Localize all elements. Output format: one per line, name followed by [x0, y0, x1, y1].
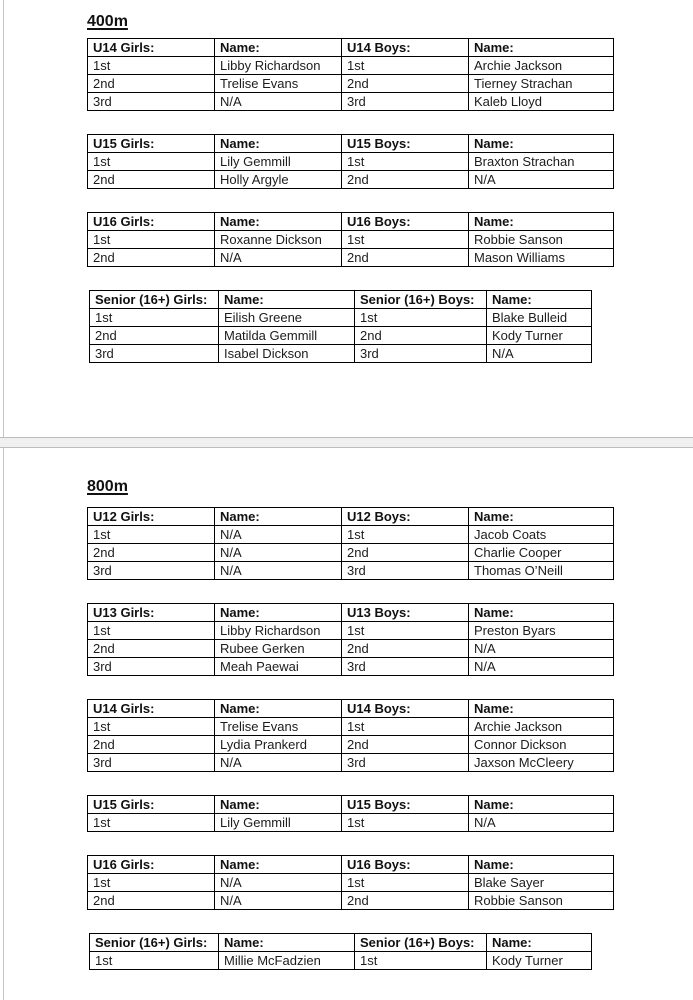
category-header: U12 Boys:	[342, 508, 469, 526]
name-cell: N/A	[469, 640, 614, 658]
position-cell: 1st	[88, 231, 215, 249]
name-cell: Robbie Sanson	[469, 231, 614, 249]
table-row	[88, 153, 614, 171]
table-row	[88, 57, 614, 75]
table-row	[88, 736, 614, 754]
name-cell: Jaxson McCleery	[469, 754, 614, 772]
name-header: Name:	[469, 213, 614, 231]
table-row	[90, 309, 592, 327]
results-tables-800m	[87, 507, 693, 970]
name-cell: N/A	[215, 93, 342, 111]
name-header: Name:	[469, 856, 614, 874]
name-cell: N/A	[215, 892, 342, 910]
category-header: Senior (16+) Girls:	[90, 934, 219, 952]
table-row	[88, 814, 614, 832]
name-cell: Kody Turner	[487, 327, 592, 345]
name-cell: Blake Bulleid	[487, 309, 592, 327]
name-header: Name:	[469, 508, 614, 526]
table-row	[88, 874, 614, 892]
position-cell: 3rd	[342, 93, 469, 111]
category-header: U14 Girls:	[88, 700, 215, 718]
name-header: Name:	[487, 934, 592, 952]
position-cell: 2nd	[88, 75, 215, 93]
position-cell: 2nd	[90, 327, 219, 345]
category-header: U16 Girls:	[88, 856, 215, 874]
results-table-400m-u16	[87, 212, 614, 267]
name-cell: Archie Jackson	[469, 718, 614, 736]
name-header: Name:	[469, 604, 614, 622]
results-table-400m-u15	[87, 134, 614, 189]
header-row	[88, 135, 614, 153]
category-header: U14 Boys:	[342, 39, 469, 57]
position-cell: 2nd	[88, 892, 215, 910]
name-cell: Trelise Evans	[215, 718, 342, 736]
category-header: Senior (16+) Boys:	[355, 934, 487, 952]
page-2-content	[4, 448, 693, 970]
name-cell: Kody Turner	[487, 952, 592, 970]
name-cell: N/A	[469, 658, 614, 676]
page-1-content	[4, 0, 693, 363]
table-row	[88, 231, 614, 249]
header-row	[88, 213, 614, 231]
name-cell: Meah Paewai	[215, 658, 342, 676]
name-header: Name:	[215, 213, 342, 231]
name-cell: Libby Richardson	[215, 57, 342, 75]
category-header: U15 Boys:	[342, 135, 469, 153]
position-cell: 3rd	[355, 345, 487, 363]
results-table-800m-u12	[87, 507, 614, 580]
position-cell: 1st	[342, 622, 469, 640]
name-cell: Rubee Gerken	[215, 640, 342, 658]
name-cell: Lily Gemmill	[215, 153, 342, 171]
name-cell: N/A	[215, 754, 342, 772]
name-cell: N/A	[469, 171, 614, 189]
name-header: Name:	[487, 291, 592, 309]
table-row	[88, 93, 614, 111]
table-row	[88, 526, 614, 544]
results-table-400m-senior	[89, 290, 592, 363]
name-cell: Tierney Strachan	[469, 75, 614, 93]
position-cell: 1st	[88, 718, 215, 736]
position-cell: 3rd	[88, 562, 215, 580]
header-row	[90, 934, 592, 952]
position-cell: 2nd	[88, 640, 215, 658]
position-cell: 2nd	[88, 249, 215, 267]
document-page-2	[3, 448, 693, 1000]
position-cell: 3rd	[88, 93, 215, 111]
name-cell: N/A	[469, 814, 614, 832]
results-table-400m-u14	[87, 38, 614, 111]
position-cell: 3rd	[342, 658, 469, 676]
document-page-1	[3, 0, 693, 437]
position-cell: 2nd	[342, 544, 469, 562]
name-cell: Charlie Cooper	[469, 544, 614, 562]
category-header: U16 Boys:	[342, 856, 469, 874]
name-cell: Eilish Greene	[219, 309, 355, 327]
category-header: U14 Boys:	[342, 700, 469, 718]
position-cell: 1st	[342, 57, 469, 75]
name-cell: Connor Dickson	[469, 736, 614, 754]
position-cell: 1st	[342, 231, 469, 249]
name-header: Name:	[219, 934, 355, 952]
name-cell: N/A	[215, 526, 342, 544]
position-cell: 1st	[88, 57, 215, 75]
name-header: Name:	[215, 856, 342, 874]
name-header: Name:	[215, 39, 342, 57]
position-cell: 1st	[90, 952, 219, 970]
race-heading-400m: 400m	[87, 13, 128, 30]
position-cell: 2nd	[88, 171, 215, 189]
table-row	[88, 754, 614, 772]
results-table-800m-u15	[87, 795, 614, 832]
table-row	[88, 171, 614, 189]
table-row	[88, 718, 614, 736]
results-tables-400m	[87, 38, 693, 363]
header-row	[88, 856, 614, 874]
page-break-divider	[0, 437, 693, 448]
position-cell: 1st	[342, 814, 469, 832]
category-header: U15 Girls:	[88, 135, 215, 153]
name-header: Name:	[219, 291, 355, 309]
name-header: Name:	[215, 700, 342, 718]
results-table-800m-u16	[87, 855, 614, 910]
position-cell: 1st	[88, 874, 215, 892]
category-header: Senior (16+) Boys:	[355, 291, 487, 309]
position-cell: 2nd	[88, 544, 215, 562]
position-cell: 1st	[88, 153, 215, 171]
results-table-800m-u14	[87, 699, 614, 772]
category-header: U15 Boys:	[342, 796, 469, 814]
race-heading-800m: 800m	[87, 478, 128, 495]
name-header: Name:	[215, 796, 342, 814]
results-table-800m-senior	[89, 933, 592, 970]
position-cell: 1st	[355, 309, 487, 327]
table-row	[90, 327, 592, 345]
category-header: U12 Girls:	[88, 508, 215, 526]
header-row	[88, 604, 614, 622]
position-cell: 2nd	[342, 75, 469, 93]
name-header: Name:	[215, 508, 342, 526]
position-cell: 1st	[90, 309, 219, 327]
name-cell: Thomas O’Neill	[469, 562, 614, 580]
name-cell: Braxton Strachan	[469, 153, 614, 171]
name-cell: Blake Sayer	[469, 874, 614, 892]
position-cell: 1st	[355, 952, 487, 970]
table-row	[88, 249, 614, 267]
position-cell: 2nd	[88, 736, 215, 754]
name-cell: Kaleb Lloyd	[469, 93, 614, 111]
table-row	[90, 345, 592, 363]
position-cell: 2nd	[342, 736, 469, 754]
name-cell: Lily Gemmill	[215, 814, 342, 832]
category-header: U15 Girls:	[88, 796, 215, 814]
category-header: U13 Girls:	[88, 604, 215, 622]
header-row	[90, 291, 592, 309]
position-cell: 3rd	[88, 754, 215, 772]
position-cell: 2nd	[355, 327, 487, 345]
name-cell: N/A	[215, 544, 342, 562]
table-row	[90, 952, 592, 970]
position-cell: 1st	[342, 718, 469, 736]
name-cell: Jacob Coats	[469, 526, 614, 544]
name-cell: Millie McFadzien	[219, 952, 355, 970]
table-row	[88, 544, 614, 562]
header-row	[88, 796, 614, 814]
name-cell: Trelise Evans	[215, 75, 342, 93]
category-header: U14 Girls:	[88, 39, 215, 57]
header-row	[88, 39, 614, 57]
name-cell: Robbie Sanson	[469, 892, 614, 910]
name-header: Name:	[215, 604, 342, 622]
name-header: Name:	[215, 135, 342, 153]
name-cell: Matilda Gemmill	[219, 327, 355, 345]
position-cell: 2nd	[342, 892, 469, 910]
name-header: Name:	[469, 135, 614, 153]
position-cell: 3rd	[342, 754, 469, 772]
results-table-800m-u13	[87, 603, 614, 676]
position-cell: 2nd	[342, 249, 469, 267]
header-row	[88, 700, 614, 718]
name-cell: N/A	[487, 345, 592, 363]
position-cell: 1st	[88, 622, 215, 640]
table-row	[88, 892, 614, 910]
name-cell: Roxanne Dickson	[215, 231, 342, 249]
name-cell: N/A	[215, 249, 342, 267]
table-row	[88, 640, 614, 658]
table-row	[88, 75, 614, 93]
name-cell: Mason Williams	[469, 249, 614, 267]
position-cell: 1st	[342, 153, 469, 171]
position-cell: 2nd	[342, 171, 469, 189]
name-cell: Holly Argyle	[215, 171, 342, 189]
position-cell: 1st	[88, 814, 215, 832]
name-cell: Lydia Prankerd	[215, 736, 342, 754]
position-cell: 3rd	[342, 562, 469, 580]
name-cell: Archie Jackson	[469, 57, 614, 75]
name-cell: Preston Byars	[469, 622, 614, 640]
name-cell: Isabel Dickson	[219, 345, 355, 363]
category-header: U13 Boys:	[342, 604, 469, 622]
category-header: U16 Girls:	[88, 213, 215, 231]
table-row	[88, 658, 614, 676]
position-cell: 1st	[342, 526, 469, 544]
category-header: Senior (16+) Girls:	[90, 291, 219, 309]
category-header: U16 Boys:	[342, 213, 469, 231]
name-cell: N/A	[215, 562, 342, 580]
position-cell: 1st	[342, 874, 469, 892]
position-cell: 3rd	[88, 658, 215, 676]
position-cell: 3rd	[90, 345, 219, 363]
name-header: Name:	[469, 700, 614, 718]
position-cell: 2nd	[342, 640, 469, 658]
table-row	[88, 562, 614, 580]
name-cell: Libby Richardson	[215, 622, 342, 640]
name-cell: N/A	[215, 874, 342, 892]
table-row	[88, 622, 614, 640]
position-cell: 1st	[88, 526, 215, 544]
name-header: Name:	[469, 796, 614, 814]
header-row	[88, 508, 614, 526]
name-header: Name:	[469, 39, 614, 57]
